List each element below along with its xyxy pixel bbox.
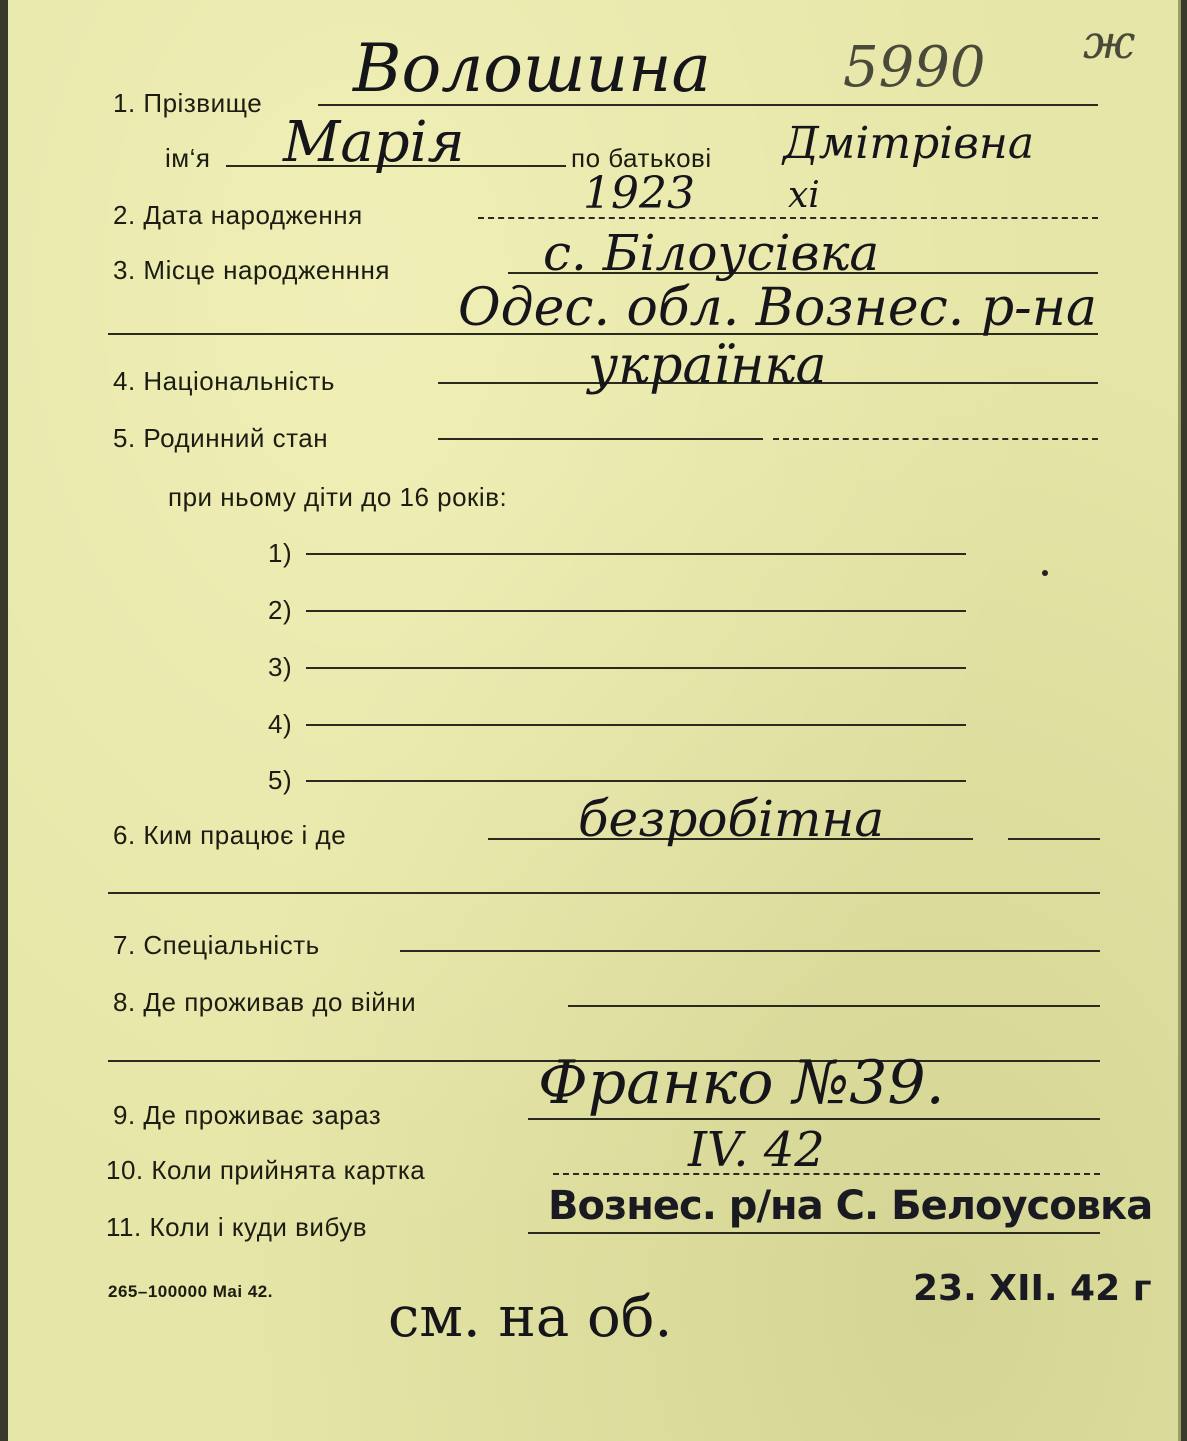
departure-line xyxy=(528,1232,1100,1234)
handwritten-nationality: українка xyxy=(588,336,827,396)
handwritten-surname: Волошина xyxy=(353,30,711,107)
work-line-2 xyxy=(108,892,1100,894)
ink-dot xyxy=(1042,570,1048,576)
label-family-status: 5. Родинний стан xyxy=(113,423,329,453)
label-surname: 1. Прізвище xyxy=(113,88,263,118)
label-child-1: 1) xyxy=(268,538,293,568)
child-3-line xyxy=(306,667,966,669)
handwritten-mark: ж xyxy=(1083,15,1136,69)
label-nationality: 4. Національність xyxy=(113,366,335,396)
handwritten-birth-date: 1923 xyxy=(583,168,695,219)
birth-date-line xyxy=(478,217,1098,219)
child-1-line xyxy=(306,553,966,555)
handwritten-work: безробітна xyxy=(578,790,885,848)
label-patronymic: по батькові xyxy=(571,143,712,173)
label-child-2: 2) xyxy=(268,595,293,625)
child-5-line xyxy=(306,780,966,782)
label-specialty: 7. Спеціальність xyxy=(113,930,320,960)
label-child-4: 4) xyxy=(268,709,293,739)
label-prewar-residence: 8. Де проживав до війни xyxy=(113,987,417,1017)
family-status-line xyxy=(438,438,763,440)
handwritten-departure: Вознес. р/на С. Белоусовка xyxy=(548,1183,1153,1229)
family-status-line-2 xyxy=(773,438,1098,440)
label-work: 6. Ким працює і де xyxy=(113,820,347,850)
label-child-3: 3) xyxy=(268,652,293,682)
label-card-date: 10. Коли прийнята картка xyxy=(106,1155,426,1185)
handwritten-birth-place-2: Одес. обл. Вознес. р-на xyxy=(458,278,1097,338)
child-4-line xyxy=(306,724,966,726)
label-departure: 11. Коли і куди вибув xyxy=(106,1212,368,1242)
work-line-b xyxy=(1008,838,1100,840)
label-current-residence: 9. Де проживає зараз xyxy=(113,1100,382,1130)
current-residence-line xyxy=(528,1118,1100,1120)
card-date-line xyxy=(553,1173,1100,1175)
handwritten-card-date: IV. 42 xyxy=(688,1122,825,1178)
handwritten-patronymic: Дмітрівна xyxy=(783,118,1035,169)
handwritten-number: 5990 xyxy=(843,35,986,100)
label-children: при ньому діти до 16 років: xyxy=(168,482,508,512)
label-name: ім‘я xyxy=(165,143,211,173)
label-birth-place: 3. Місце народженння xyxy=(113,255,390,285)
handwritten-birth-month: xi xyxy=(788,175,820,216)
print-code: 265–100000 Mai 42. xyxy=(108,1282,273,1301)
registration-card xyxy=(8,0,1181,1441)
handwritten-name: Марія xyxy=(283,110,465,175)
handwritten-birth-place-1: с. Білоусівка xyxy=(543,224,880,282)
handwritten-current-address: Франко №39. xyxy=(538,1048,945,1118)
prewar-residence-line xyxy=(568,1005,1100,1007)
handwritten-note: см. на об. xyxy=(388,1285,673,1350)
label-birth-date: 2. Дата народження xyxy=(113,200,363,230)
child-2-line xyxy=(306,610,966,612)
specialty-line xyxy=(400,950,1100,952)
handwritten-departure-date: 23. XII. 42 г xyxy=(913,1268,1152,1309)
label-child-5: 5) xyxy=(268,765,293,795)
